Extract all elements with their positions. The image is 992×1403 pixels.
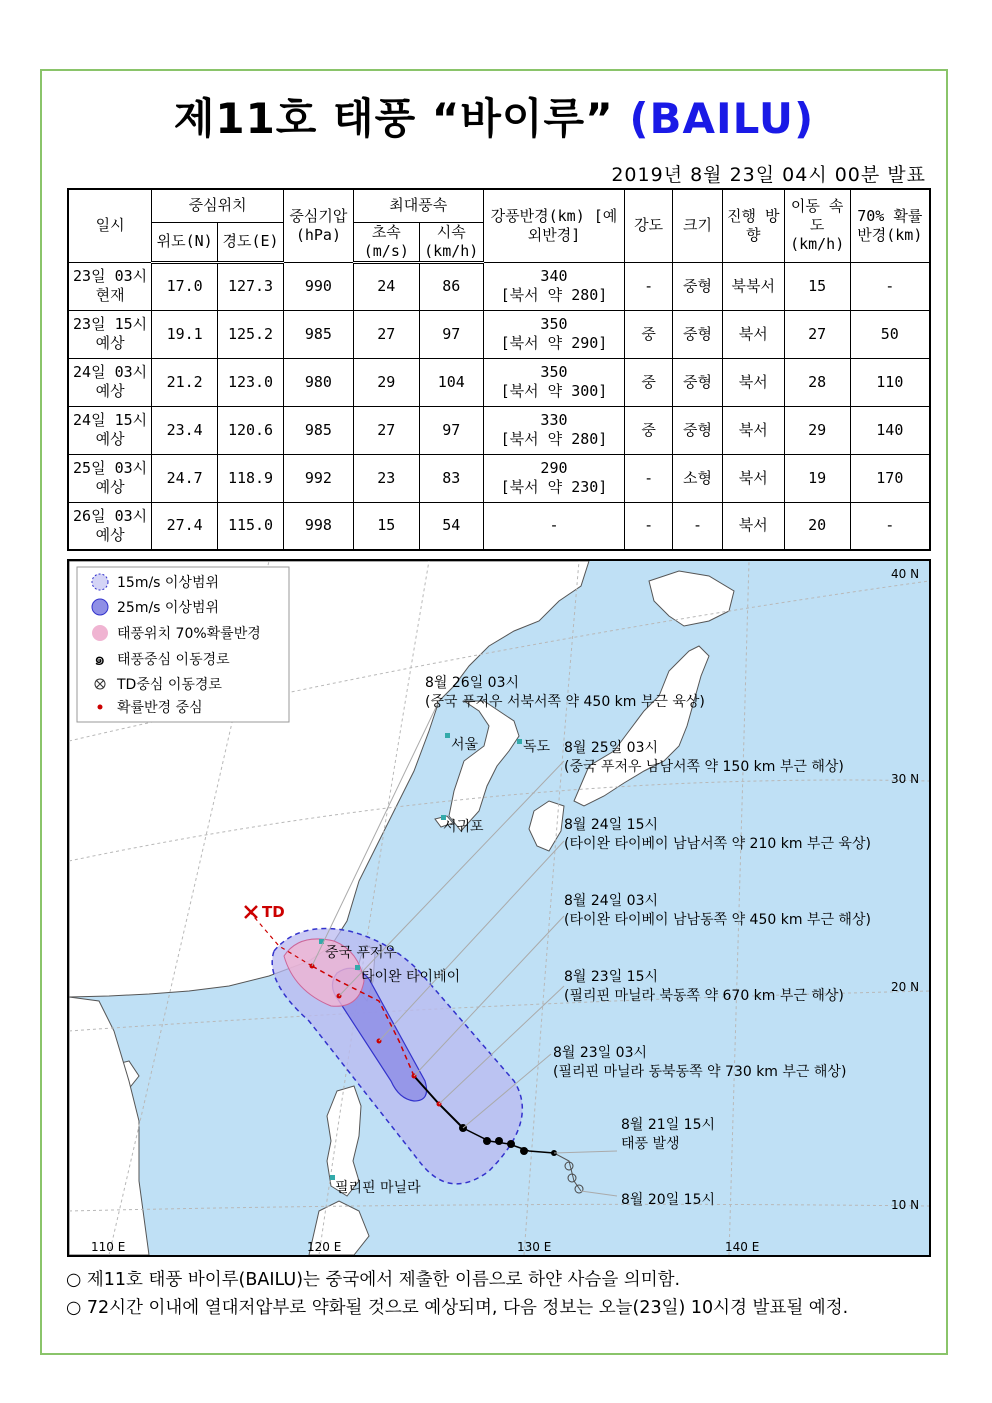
table-cell-ms (353, 262, 419, 310)
legend-track-label: 태풍중심 이동경로 (117, 652, 230, 668)
td-label: TD (262, 903, 285, 921)
header-prob-radius: 70% 확률 반경(km) (850, 189, 930, 262)
city-taipei: 타이완 타이베이 (361, 969, 461, 985)
note-1: ○ 제11호 태풍 바이루(BAILU)는 중국에서 제출한 이름으로 하얀 사슴을 의미함. (66, 1270, 681, 1290)
cell-r1: 290 (540, 459, 568, 477)
cell-lon: 127.3 (227, 277, 274, 295)
table-cell-ms (353, 406, 419, 454)
table-cell-kmh (419, 502, 483, 550)
table-cell-spd (784, 454, 850, 502)
city-manila: 필리핀 마닐라 (335, 1180, 421, 1196)
cell-ms: 29 (377, 372, 396, 391)
header-time: 일시 (68, 189, 152, 262)
cell-prob: 170 (876, 468, 904, 487)
cell-lat: 23.4 (166, 420, 203, 439)
land-japan-kyushu (529, 801, 564, 851)
header-speed: 이동 속도 (km/h) (784, 189, 850, 262)
annot-4-date: 8월 23일 15시 (564, 969, 659, 985)
cell-r1: 330 (540, 411, 568, 429)
annot-1-date: 8월 25일 03시 (564, 740, 659, 756)
cell-lat: 17.0 (166, 277, 203, 295)
table-cell-dir (722, 358, 784, 406)
cell-int: 중 (641, 372, 656, 391)
cell-size: 중형 (683, 276, 712, 295)
table-cell-size (673, 406, 723, 454)
table-cell-r1 (483, 502, 625, 550)
table-cell-size (673, 454, 723, 502)
table-cell-int (625, 310, 673, 358)
header-direction: 진행 방향 (722, 189, 784, 262)
city-fuzhou: 중국 푸저우 (325, 945, 398, 961)
table-cell-r1 (483, 454, 625, 502)
cell-pres: 985 (304, 324, 332, 343)
table-row (68, 310, 930, 358)
cell-r2: [북서 약 280] (500, 286, 608, 304)
land-japan-hokkaido (649, 571, 734, 626)
table-cell-dir (722, 262, 784, 310)
table-cell-kmh (419, 310, 483, 358)
header-center: 중심위치 (152, 189, 284, 222)
header-wind-radius: 강풍반경(km) [예외반경] (483, 189, 625, 262)
cell-t2: 예상 (95, 430, 125, 448)
table-cell-r1 (483, 310, 625, 358)
cell-t2: 예상 (95, 478, 125, 496)
table-cell-prob (850, 406, 930, 454)
page-title (40, 86, 948, 146)
table-cell-t1 (68, 358, 152, 406)
cell-prob: - (885, 276, 895, 295)
table-row (68, 262, 930, 310)
land-japan-honshu (574, 646, 709, 806)
table-cell-spd (784, 358, 850, 406)
legend-wind25-label: 25m/s 이상범위 (117, 600, 220, 616)
legend-typhoon-icon: ๑ (94, 649, 106, 670)
cell-pres: 980 (304, 372, 332, 391)
table-cell-lon (218, 502, 284, 550)
legend-wind25-icon (92, 599, 108, 615)
table-cell-lon (218, 262, 284, 310)
table-cell-size (673, 358, 723, 406)
cell-r2: [북서 약 280] (500, 430, 608, 448)
table-cell-int (625, 502, 673, 550)
table-cell-size (673, 310, 723, 358)
cell-spd: 29 (808, 420, 827, 439)
table-cell-pres (283, 262, 353, 310)
table-cell-dir (722, 310, 784, 358)
table-row (68, 358, 930, 406)
table-cell-spd (784, 262, 850, 310)
legend-prob-center-label: 확률반경 중심 (117, 700, 203, 716)
table-cell-spd (784, 406, 850, 454)
header-max-wind: 최대풍속 (353, 189, 483, 222)
table-row (68, 454, 930, 502)
map-svg (69, 561, 929, 1255)
lon-140: 140 E (725, 1240, 760, 1254)
land-korea (449, 701, 519, 831)
cell-dir: 북서 (738, 372, 768, 391)
table-row (68, 502, 930, 550)
cell-prob: - (885, 516, 895, 535)
annot-2-desc: (타이완 타이베이 남남서쪽 약 210 km 부근 육상) (564, 836, 871, 852)
cell-ms: 27 (377, 420, 396, 439)
lat-10: 10 N (891, 1198, 920, 1212)
table-cell-prob (850, 358, 930, 406)
lon-110: 110 E (91, 1240, 126, 1254)
table-cell-spd (784, 310, 850, 358)
cell-t2: 예상 (95, 382, 125, 400)
table-cell-t1 (68, 406, 152, 454)
table-cell-pres (283, 358, 353, 406)
cell-dir: 북북서 (731, 276, 776, 295)
table-cell-kmh (419, 406, 483, 454)
cell-pres: 990 (304, 276, 332, 295)
annot-0-desc: (중국 푸저우 서북서쪽 약 450 km 부근 육상) (425, 694, 705, 710)
table-cell-ms (353, 358, 419, 406)
cell-size: 중형 (683, 420, 712, 439)
cell-ms: 27 (377, 324, 396, 343)
annot-0-date: 8월 26일 03시 (425, 675, 520, 691)
cell-r2: [북서 약 230] (500, 478, 608, 496)
table-cell-kmh (419, 358, 483, 406)
table-cell-prob (850, 310, 930, 358)
table-cell-lat (152, 502, 218, 550)
legend-prob70-label: 태풍위치 70%확률반경 (117, 626, 261, 642)
header-intensity: 강도 (625, 189, 673, 262)
table-cell-pres (283, 310, 353, 358)
annot-3-date: 8월 24일 03시 (564, 893, 659, 909)
cell-ms: 23 (377, 468, 396, 487)
cell-prob: 50 (880, 324, 899, 343)
table-cell-dir (722, 454, 784, 502)
table-cell-kmh (419, 454, 483, 502)
cell-int: 중 (641, 420, 656, 439)
td-symbols (565, 1162, 583, 1193)
table-cell-lon (218, 310, 284, 358)
table-cell-dir (722, 406, 784, 454)
table-cell-size (673, 502, 723, 550)
cell-t1: 24일 03시 (73, 363, 148, 381)
header-lat: 위도(N) (152, 222, 218, 262)
notes (66, 1266, 848, 1322)
legend-wind15-icon (92, 574, 108, 590)
annot-3-desc: (타이완 타이베이 남남동쪽 약 450 km 부근 해상) (564, 912, 871, 928)
cell-kmh: 54 (442, 516, 461, 535)
annot-5-date: 8월 23일 03시 (553, 1045, 648, 1061)
cell-ms: 15 (377, 516, 396, 535)
cell-r2: [북서 약 300] (500, 382, 608, 400)
table-cell-size (673, 262, 723, 310)
cell-lon: 125.2 (227, 324, 274, 343)
table-cell-ms (353, 454, 419, 502)
table-row (68, 406, 930, 454)
cell-t1: 23일 03시 (73, 267, 148, 285)
cell-kmh: 97 (442, 324, 461, 343)
cell-r1: 350 (540, 315, 568, 333)
cell-lon: 120.6 (227, 420, 274, 439)
table-cell-int (625, 454, 673, 502)
cell-spd: 20 (808, 516, 827, 535)
cell-pres: 998 (304, 516, 332, 535)
cell-t1: 25일 03시 (73, 459, 148, 477)
annot-1-desc: (중국 푸저우 남남서쪽 약 150 km 부근 해상) (564, 759, 844, 775)
cell-kmh: 104 (437, 372, 465, 391)
lat-20: 20 N (891, 980, 920, 994)
table-cell-lon (218, 454, 284, 502)
table-cell-lat (152, 406, 218, 454)
table-cell-int (625, 262, 673, 310)
city-dokdo: 독도 (523, 739, 551, 755)
cell-size: 소형 (683, 468, 712, 487)
cell-lat: 24.7 (166, 468, 203, 487)
legend-prob-center-icon (98, 705, 103, 710)
cell-lon: 115.0 (227, 516, 274, 535)
cell-dir: 북서 (738, 516, 768, 535)
typhoon-track-map (67, 559, 931, 1257)
annot-6-desc: 태풍 발생 (621, 1136, 680, 1152)
title-english-name: (BAILU) (629, 94, 815, 143)
cell-dir: 북서 (738, 420, 768, 439)
cell-t2: 예상 (95, 334, 125, 352)
cell-lat: 21.2 (166, 372, 203, 391)
city-seoul: 서울 (451, 737, 479, 753)
cell-spd: 28 (808, 372, 827, 391)
city-seogwipo: 서귀포 (443, 819, 484, 835)
header-kmh: 시속 (km/h) (419, 222, 483, 262)
cell-t2: 예상 (95, 525, 125, 544)
forecast-table (67, 188, 931, 551)
table-cell-dir (722, 502, 784, 550)
annot-4-desc: (필리핀 마닐라 북동쪽 약 670 km 부근 해상) (564, 988, 844, 1004)
cell-r2: [북서 약 290] (500, 334, 608, 352)
cell-int: - (644, 468, 654, 487)
cell-t1: 26일 03시 (73, 506, 148, 525)
cell-size: 중형 (683, 324, 712, 343)
annot-5-desc: (필리핀 마닐라 동북동쪽 약 730 km 부근 해상) (553, 1064, 847, 1080)
table-cell-kmh (419, 262, 483, 310)
cell-spd: 15 (808, 276, 827, 295)
cell-kmh: 83 (442, 468, 461, 487)
cell-spd: 27 (808, 324, 827, 343)
table-cell-pres (283, 454, 353, 502)
table-cell-ms (353, 502, 419, 550)
lat-30: 30 N (891, 772, 920, 786)
cell-int: - (644, 276, 654, 295)
lon-130: 130 E (517, 1240, 552, 1254)
cell-t1: 23일 15시 (73, 315, 148, 333)
cell-ms: 24 (377, 277, 396, 295)
table-cell-r1 (483, 262, 625, 310)
header-ms: 초속 (m/s) (353, 222, 419, 262)
note-2: ○ 72시간 이내에 열대저압부로 약화될 것으로 예상되며, 다음 정보는 오늘(23일) 10시경 발표될 예정. (66, 1298, 849, 1318)
table-cell-lon (218, 406, 284, 454)
lat-40: 40 N (891, 567, 920, 581)
cell-int: - (644, 516, 654, 535)
cell-kmh: 97 (442, 420, 461, 439)
issued-time: 2019년 8월 23일 04시 00분 발표 (611, 164, 926, 186)
table-cell-lat (152, 310, 218, 358)
annot-2-date: 8월 24일 15시 (564, 817, 659, 833)
table-cell-t1 (68, 310, 152, 358)
cell-lat: 27.4 (166, 516, 203, 535)
lon-120: 120 E (307, 1240, 342, 1254)
table-cell-r1 (483, 358, 625, 406)
legend-td-label: TD중심 이동경로 (117, 677, 222, 693)
table-cell-prob (850, 502, 930, 550)
table-cell-t1 (68, 262, 152, 310)
annot-7-date: 8월 20일 15시 (621, 1192, 716, 1208)
table-cell-r1 (483, 406, 625, 454)
map-legend (77, 567, 289, 722)
cell-r1: - (549, 516, 559, 535)
table-cell-t1 (68, 454, 152, 502)
cell-lon: 123.0 (227, 372, 274, 391)
header-size: 크기 (673, 189, 723, 262)
table-cell-lat (152, 262, 218, 310)
table-cell-ms (353, 310, 419, 358)
table-cell-spd (784, 502, 850, 550)
cell-lon: 118.9 (227, 468, 274, 487)
table-cell-t1 (68, 502, 152, 550)
cell-size: - (692, 516, 702, 535)
cell-dir: 북서 (738, 324, 768, 343)
cell-prob: 140 (876, 420, 904, 439)
table-cell-pres (283, 406, 353, 454)
table-cell-lat (152, 454, 218, 502)
cell-prob: 110 (876, 372, 904, 391)
legend-wind15-label: 15m/s 이상범위 (117, 575, 220, 591)
table-cell-lat (152, 358, 218, 406)
cell-t1: 24일 15시 (73, 411, 148, 429)
cell-lat: 19.1 (166, 324, 203, 343)
cell-dir: 북서 (738, 468, 768, 487)
legend-prob70-icon (92, 625, 108, 641)
cell-spd: 19 (808, 468, 827, 487)
cell-t2: 현재 (95, 286, 125, 304)
cell-pres: 992 (304, 468, 332, 487)
table-cell-pres (283, 502, 353, 550)
cell-r1: 350 (540, 363, 568, 381)
table-cell-lon (218, 358, 284, 406)
cell-int: 중 (641, 324, 656, 343)
table-cell-int (625, 358, 673, 406)
table-cell-prob (850, 262, 930, 310)
land-indochina (69, 997, 149, 1255)
table-cell-int (625, 406, 673, 454)
header-pressure: 중심기압 (hPa) (283, 189, 353, 262)
cell-r1: 340 (540, 267, 568, 285)
cell-kmh: 86 (442, 277, 461, 295)
table-cell-prob (850, 454, 930, 502)
title-main: 제11호 태풍 “바이루” (173, 94, 614, 143)
annot-6-date: 8월 21일 15시 (621, 1117, 716, 1133)
header-lon: 경도(E) (218, 222, 284, 262)
cell-size: 중형 (683, 372, 712, 391)
cell-pres: 985 (304, 420, 332, 439)
